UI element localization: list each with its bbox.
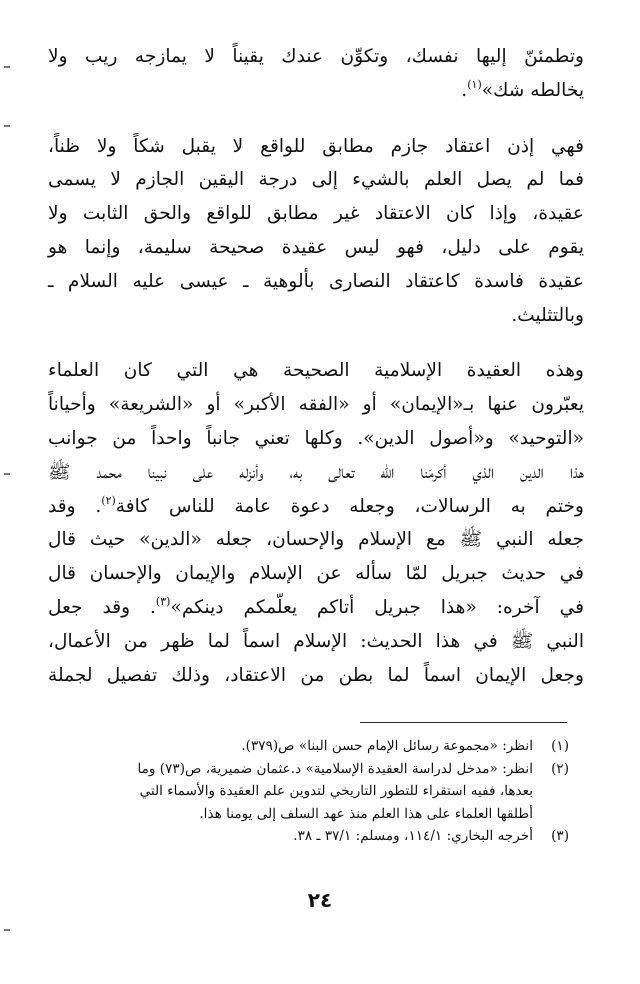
footnote-ref[interactable]: (٢) — [101, 493, 116, 507]
paragraph-1 — [48, 40, 584, 108]
text-segment: . وقد — [48, 495, 102, 517]
text-line: عقيدة، وإذا كان الاعتقاد غير مطابق للواقع والحق الثابت ولا — [48, 203, 584, 225]
footnote-divider — [360, 722, 567, 723]
footnotes — [48, 735, 569, 848]
paragraph-2 — [48, 130, 584, 333]
margin-mark — [4, 929, 10, 931]
text-line: وتطمئنّ إليها نفسك، وتكوِّن عندك يقيناً لا يمازجه ريب ولا — [48, 46, 584, 67]
text-line: يقوم على دليل، فهو ليس عقيدة صحيحة سليمة، وإنما هو — [48, 236, 584, 258]
paragraph-3 — [48, 354, 584, 692]
text-line: في حديث جبريل لمّا سأله عن الإسلام والإيمان والإحسان قال — [48, 563, 584, 585]
margin-mark — [4, 473, 10, 475]
text-line: وبالتثليث. — [511, 304, 584, 326]
footnote-number: (٣) — [551, 828, 569, 844]
text-segment: . وقد جعل — [48, 596, 156, 618]
text-line: النبي ﷺ في هذا الحديث: الإسلام اسماً لما ظهر من الأعمال، — [48, 630, 584, 652]
footnote-line: أطلقها العلماء على هذا العلم منذ عهد السلف إلى يومنا هذا. — [199, 805, 533, 822]
footnote-ref[interactable]: (١) — [467, 77, 482, 91]
text-line: فهي إذن اعتقاد جازم مطابق للواقع لا يقبل شكاً ولا ظناً، — [48, 135, 584, 157]
margin-mark — [4, 125, 10, 127]
text-line — [48, 74, 584, 108]
text-line: «التوحيد» و«أصول الدين». وكلها تعني جانباً واحداً من جوانب — [48, 427, 584, 449]
footnote-line: أخرجه البخاري: ١١٤/١، ومسلم: ٣٧/١ ـ ٣٨. — [293, 828, 533, 844]
page-number: ٢٤ — [307, 888, 333, 912]
footnote-number: (٢) — [551, 760, 569, 777]
footnote-3 — [48, 825, 569, 848]
text-line: عقيدة فاسدة كاعتقاد النصارى بألوهية ـ عيسى عليه السلام ـ — [48, 270, 584, 292]
text-line: وهذه العقيدة الإسلامية الصحيحة هي التي كان العلماء — [48, 360, 584, 382]
footnote-line: انظر: «مجموعة رسائل الإمام حسن البنا» ص(٣٧٩). — [241, 738, 533, 754]
text-segment: في آخره: «هذا جبريل أتاكم يعلّمكم دينكم» — [170, 596, 584, 618]
text-segment: يخالطه شك» — [481, 79, 584, 101]
footnote-ref[interactable]: (٣) — [155, 594, 171, 608]
footnote-number: (١) — [551, 738, 569, 754]
footnote-line: انظر: «مدخل لدراسة العقيدة الإسلامية» د.عثمان ضميرية، ص(٧٣) وما — [137, 760, 533, 777]
text-line: يعبّرون عنها بـ«الإيمان» أو «الفقه الأكبر» أو «الشريعة» وأحياناً — [48, 394, 584, 416]
footnote-line: بعدها، ففيه استقراء للتطور التاريخي لتدوين علم العقيدة والأسماء التي — [139, 783, 533, 799]
text-line — [48, 591, 584, 625]
footnote-2 — [48, 758, 569, 826]
margin-mark — [4, 66, 10, 68]
page-body — [48, 40, 584, 692]
text-segment: وختم به الرسالات، وجعله دعوة عامة للناس كافة — [115, 495, 584, 517]
footnote-1 — [48, 735, 569, 758]
text-line: هذا الدين الذي أكرمَنا الله تعالى به، وأنزله على نبينا محمد ﷺ — [48, 461, 584, 483]
text-line: جعله النبي ﷺ مع الإسلام والإحسان، جعله «الدين» حيث قال — [48, 529, 584, 551]
text-segment: . — [461, 79, 468, 101]
text-line: وجعل الإيمان اسماً لما بطن من الاعتقاد، وذلك تفصيل لجملة — [48, 664, 584, 686]
text-line: فما لم يصل العلم بالشيء إلى درجة اليقين الجازم لا يسمى — [48, 169, 584, 191]
text-line — [48, 490, 584, 524]
